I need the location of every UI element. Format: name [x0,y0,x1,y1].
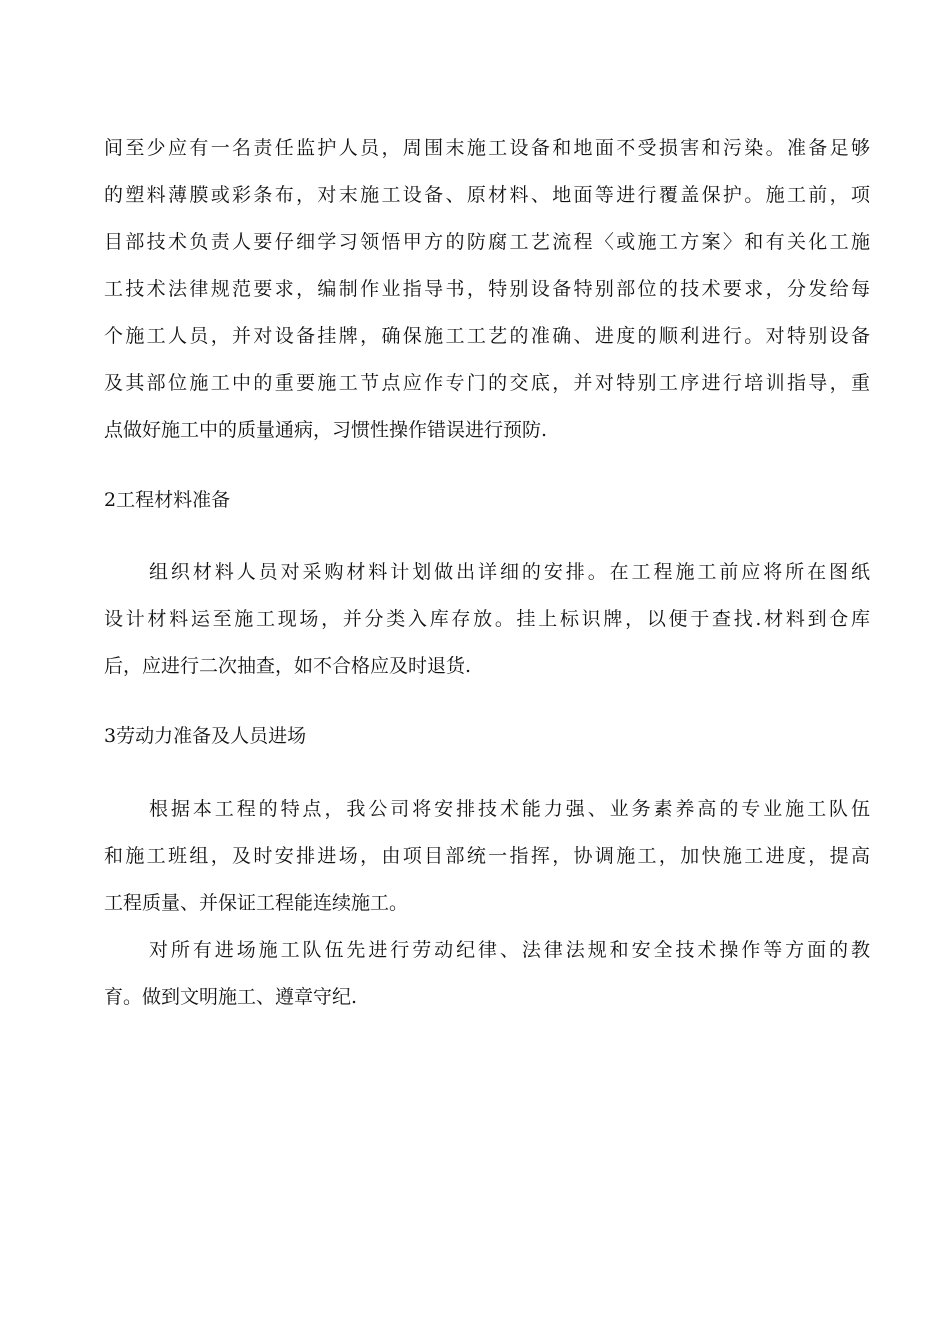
section-heading: 3劳动力准备及人员进场 [104,725,307,747]
paragraph-line: 设计材料运至施工现场，并分类入库存放。挂上标识牌，以便于查找.材料到仓库 [104,608,870,630]
paragraph-line: 和施工班组，及时安排进场，由项目部统一指挥，协调施工，加快施工进度，提高 [104,845,870,867]
paragraph-line: 工程质量、并保证工程能连续施工。 [104,892,409,914]
paragraph-line: 对所有进场施工队伍先进行劳动纪律、法律法规和安全技术操作等方面的教 [149,939,870,961]
paragraph-line: 组织材料人员对采购材料计划做出详细的安排。在工程施工前应将所在图纸 [149,561,870,583]
paragraph-line: 育。做到文明施工、遵章守纪. [104,986,358,1008]
paragraph-line: 根据本工程的特点，我公司将安排技术能力强、业务素养高的专业施工队伍 [149,798,870,820]
section-heading: 2工程材料准备 [104,489,231,511]
paragraph-line: 个施工人员，并对设备挂牌，确保施工工艺的准确、进度的顺利进行。对特别设备 [104,325,870,347]
paragraph-line: 及其部位施工中的重要施工节点应作专门的交底，并对特别工序进行培训指导，重 [104,372,870,394]
paragraph-line: 后，应进行二次抽查，如不合格应及时退货. [104,655,472,677]
paragraph-line: 间至少应有一名责任监护人员，周围末施工设备和地面不受损害和污染。准备足够 [104,137,870,159]
paragraph-line: 工技术法律规范要求，编制作业指导书，特别设备特别部位的技术要求，分发给每 [104,278,870,300]
paragraph-line: 的塑料薄膜或彩条布，对末施工设备、原材料、地面等进行覆盖保护。施工前，项 [104,184,870,206]
paragraph-line: 点做好施工中的质量通病，习惯性操作错误进行预防. [104,419,548,441]
paragraph-line: 目部技术负责人要仔细学习领悟甲方的防腐工艺流程〈或施工方案〉和有关化工施 [104,231,870,253]
